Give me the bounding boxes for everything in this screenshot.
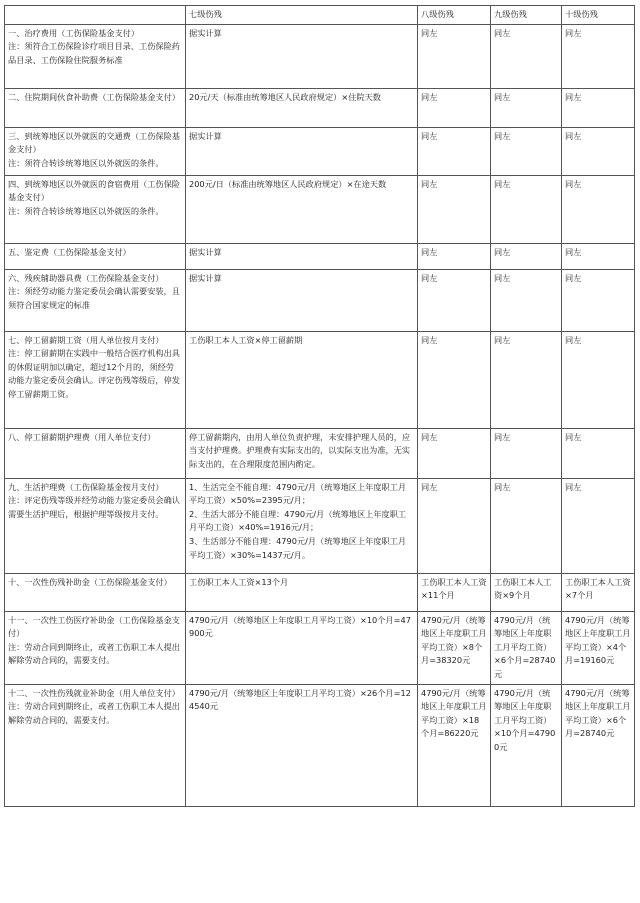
grade-10-cell: 4790元/月（统筹地区上年度职工月平均工资）×4个月=19160元	[562, 611, 635, 684]
grade-7-cell: 据实计算	[186, 127, 418, 175]
grade-8-cell: 4790元/月（统筹地区上年度职工月平均工资）×18个月=86220元	[418, 684, 491, 806]
item-cell: 十一、一次性工伤医疗补助金（工伤保险基金支付） 注：劳动合同到期终止，或者工伤职工本人提出解除劳动合同的，需要支付。	[5, 611, 186, 684]
item-cell: 三、到统筹地区以外就医的交通费（工伤保险基金支付） 注：须符合转诊统筹地区以外就医的条件。	[5, 127, 186, 175]
table-row	[5, 88, 635, 127]
grade-10-cell: 同左	[562, 478, 635, 573]
grade-10-cell: 工伤职工本人工资×7个月	[562, 573, 635, 611]
grade-9-cell: 同左	[491, 243, 562, 269]
grade-9-cell: 4790元/月（统筹地区上年度职工月平均工资）×10个月=47900元	[491, 684, 562, 806]
grade-9-cell: 同左	[491, 127, 562, 175]
grade-7-cell: 工伤职工本人工资×13个月	[186, 573, 418, 611]
grade-8-cell: 同左	[418, 428, 491, 478]
table-row	[5, 127, 635, 175]
grade-10-cell: 4790元/月（统筹地区上年度职工月平均工资）×6个月=28740元	[562, 684, 635, 806]
header-cell-grade-7: 七级伤残	[186, 6, 418, 25]
grade-7-cell: 20元/天（标准由统筹地区人民政府规定）×住院天数	[186, 88, 418, 127]
grade-9-cell: 4790元/月（统筹地区上年度职工月平均工资）×6个月=28740元	[491, 611, 562, 684]
compensation-table	[4, 5, 635, 807]
grade-10-cell: 同左	[562, 243, 635, 269]
grade-8-cell: 同左	[418, 175, 491, 243]
grade-9-cell: 同左	[491, 331, 562, 428]
grade-9-cell: 同左	[491, 24, 562, 88]
item-cell: 五、鉴定费（工伤保险基金支付）	[5, 243, 186, 269]
table-row	[5, 331, 635, 428]
grade-7-cell: 工伤职工本人工资×停工留薪期	[186, 331, 418, 428]
grade-8-cell: 同左	[418, 88, 491, 127]
grade-8-cell: 4790元/月（统筹地区上年度职工月平均工资）×8个月=38320元	[418, 611, 491, 684]
grade-7-cell: 4790元/月（统筹地区上年度职工月平均工资）×26个月=124540元	[186, 684, 418, 806]
grade-10-cell: 同左	[562, 127, 635, 175]
table-row	[5, 243, 635, 269]
table-row	[5, 573, 635, 611]
grade-9-cell: 工伤职工本人工资×9个月	[491, 573, 562, 611]
item-cell: 十、一次性伤残补助金（工伤保险基金支付）	[5, 573, 186, 611]
grade-8-cell: 工伤职工本人工资×11个月	[418, 573, 491, 611]
table-row	[5, 611, 635, 684]
item-cell: 九、生活护理费（工伤保险基金按月支付） 注：评定伤残等级并经劳动能力鉴定委员会确认需要生活护理后，根据护理等级按月支付。	[5, 478, 186, 573]
item-cell: 六、残疾辅助器具费（工伤保险基金支付） 注：须经劳动能力鉴定委员会确认需要安装，且须符合国家规定的标准	[5, 269, 186, 331]
item-cell: 十二、一次性伤残就业补助金（用人单位支付） 注：劳动合同到期终止，或者工伤职工本人提出解除劳动合同的，需要支付。	[5, 684, 186, 806]
header-cell-grade-8: 八级伤残	[418, 6, 491, 25]
grade-10-cell: 同左	[562, 331, 635, 428]
table-row	[5, 269, 635, 331]
header-cell-item	[5, 6, 186, 25]
item-cell: 四、到统筹地区以外就医的食宿费用（工伤保险基金支付） 注：须符合转诊统筹地区以外就医的条件。	[5, 175, 186, 243]
grade-8-cell: 同左	[418, 24, 491, 88]
grade-7-cell: 1、生活完全不能自理：4790元/月（统筹地区上年度职工月平均工资）×50%=2395元/月； 2、生活大部分不能自理：4790元/月（统筹地区上年度职工月平均工资）×40%=1916元/月； 3、生活部分不能自理：4790元/月（统筹地区上年度职工月平均工资）×30%=1437元/月。	[186, 478, 418, 573]
header-cell-grade-10: 十级伤残	[562, 6, 635, 25]
grade-7-cell: 据实计算	[186, 243, 418, 269]
table-row	[5, 175, 635, 243]
grade-10-cell: 同左	[562, 24, 635, 88]
header-row	[5, 6, 635, 25]
table-row	[5, 684, 635, 806]
item-cell: 一、治疗费用（工伤保险基金支付） 注：须符合工伤保险诊疗项目目录、工伤保险药品目录、工伤保险住院服务标准	[5, 24, 186, 88]
grade-10-cell: 同左	[562, 428, 635, 478]
grade-9-cell: 同左	[491, 269, 562, 331]
grade-7-cell: 200元/日（标准由统筹地区人民政府规定）×在途天数	[186, 175, 418, 243]
grade-7-cell: 4790元/月（统筹地区上年度职工月平均工资）×10个月=47900元	[186, 611, 418, 684]
grade-8-cell: 同左	[418, 269, 491, 331]
item-cell: 七、停工留薪期工资（用人单位按月支付） 注：停工留薪期在实践中一般结合医疗机构出具的休假证明加以确定，超过12个月的，须经劳动能力鉴定委员会确认。评定伤残等级后，停发停工留薪期工资。	[5, 331, 186, 428]
item-cell: 八、停工留薪期护理费（用人单位支付）	[5, 428, 186, 478]
grade-8-cell: 同左	[418, 243, 491, 269]
table-row	[5, 478, 635, 573]
table-row	[5, 24, 635, 88]
grade-7-cell: 停工留薪期内，由用人单位负责护理，未安排护理人员的，应当支付护理费。护理费有实际支出的，以实际支出为准，无实际支出的，在合理限度范围内酌定。	[186, 428, 418, 478]
grade-8-cell: 同左	[418, 478, 491, 573]
grade-8-cell: 同左	[418, 127, 491, 175]
grade-9-cell: 同左	[491, 175, 562, 243]
grade-7-cell: 据实计算	[186, 24, 418, 88]
item-cell: 二、住院期间伙食补助费（工伤保险基金支付）	[5, 88, 186, 127]
grade-10-cell: 同左	[562, 88, 635, 127]
grade-9-cell: 同左	[491, 478, 562, 573]
table-row	[5, 428, 635, 478]
grade-10-cell: 同左	[562, 175, 635, 243]
grade-8-cell: 同左	[418, 331, 491, 428]
grade-10-cell: 同左	[562, 269, 635, 331]
grade-7-cell: 据实计算	[186, 269, 418, 331]
grade-9-cell: 同左	[491, 428, 562, 478]
grade-9-cell: 同左	[491, 88, 562, 127]
header-cell-grade-9: 九级伤残	[491, 6, 562, 25]
